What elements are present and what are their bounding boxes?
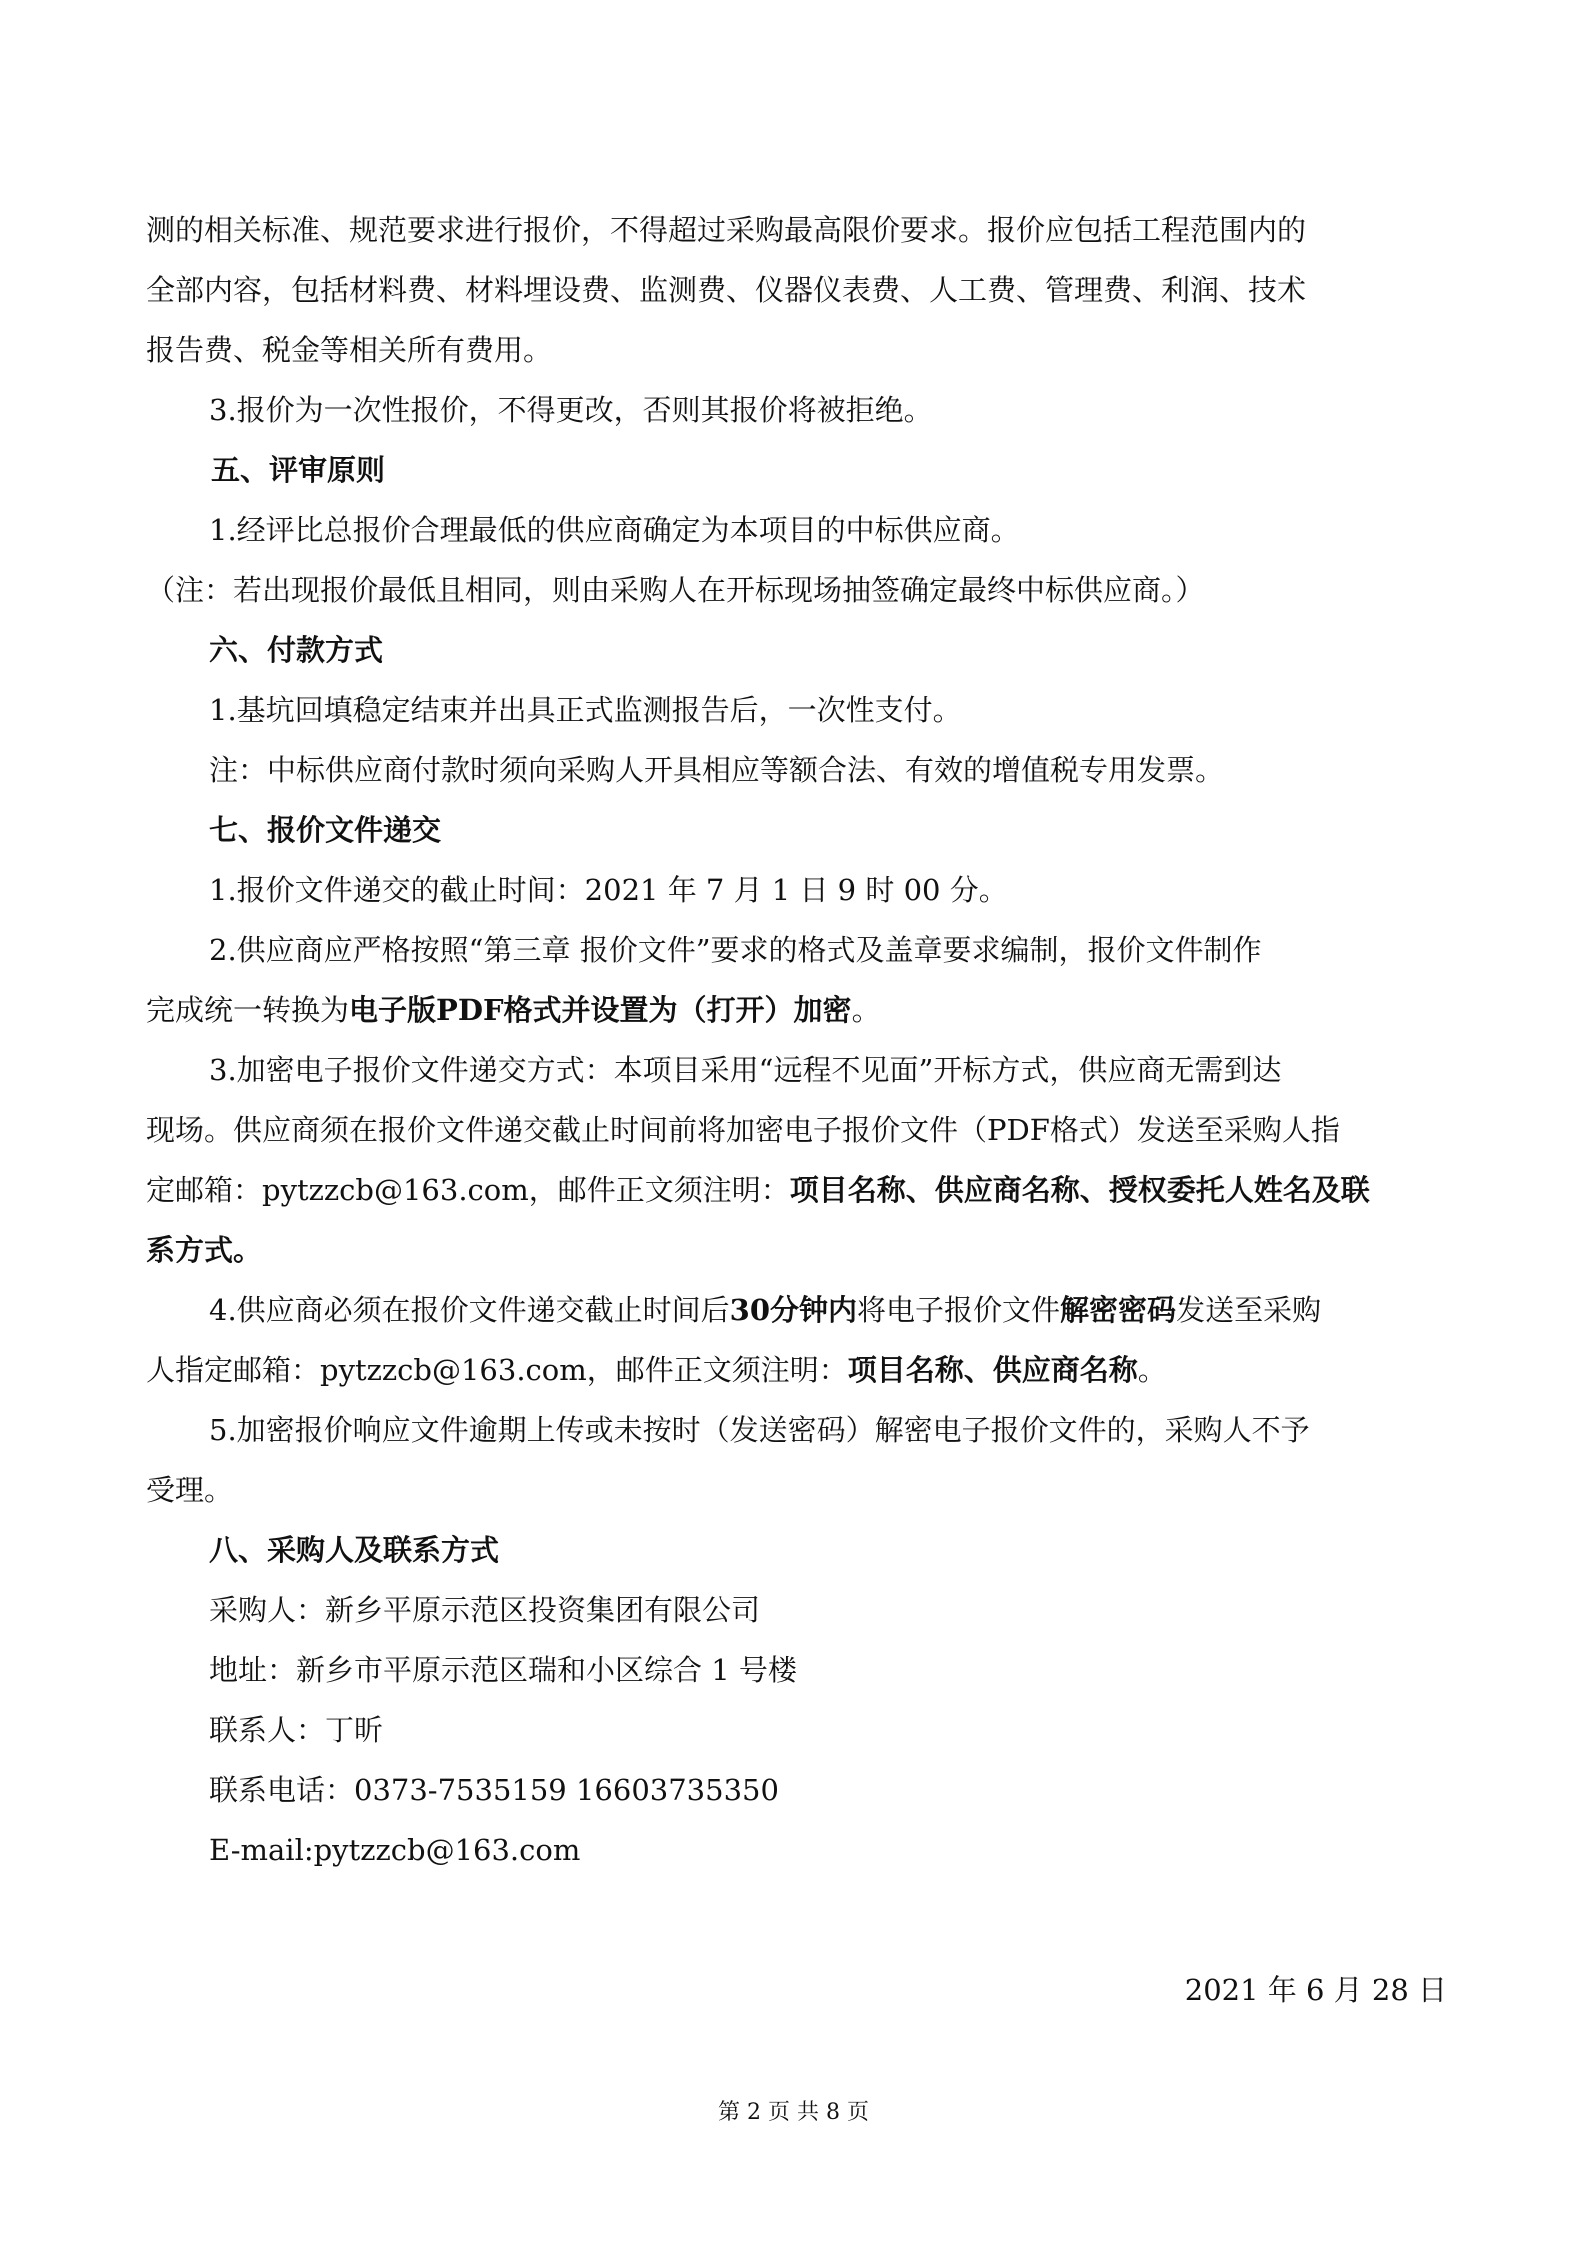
text-run: 1.经评比总报价合理最低的供应商确定为本项目的中标供应商。 [209, 513, 1020, 547]
bold-text-run: 解密密码 [1060, 1293, 1177, 1327]
body-text-line [146, 1110, 1340, 1150]
text-run: 2.供应商应严格按照“第三章 报价文件”要求的格式及盖章要求编制，报价文件制作 [209, 933, 1262, 967]
page-number-footer: 第 2 页 共 8 页 [718, 2100, 869, 2125]
text-run: E-mail:pytzzcb@163.com [209, 1833, 581, 1867]
body-text-line [146, 1350, 1167, 1390]
text-run: 八、采购人及联系方式 [209, 1533, 500, 1567]
bold-text-run: 电子版PDF格式并设置为（打开）加密 [349, 993, 852, 1027]
body-text-line [209, 1410, 1310, 1450]
text-run: 地址：新乡市平原示范区瑞和小区综合 1 号楼 [209, 1653, 797, 1687]
body-text-line [209, 690, 962, 730]
text-run: 4.供应商必须在报价文件递交截止时间后 [209, 1293, 730, 1327]
text-run: 5.加密报价响应文件逾期上传或未按时（发送密码）解密电子报价文件的，采购人不予 [209, 1413, 1310, 1447]
text-run: 发送至采购 [1176, 1293, 1322, 1327]
contact-email [209, 1830, 580, 1870]
text-run: 。 [851, 993, 881, 1027]
text-run: 定邮箱：pytzzcb@163.com，邮件正文须注明： [146, 1173, 790, 1207]
text-run: 完成统一转换为 [146, 993, 350, 1027]
body-text-line [146, 1170, 1370, 1210]
bold-text-run: 项目名称、供应商名称 [847, 1353, 1138, 1387]
text-run: 受理。 [146, 1473, 234, 1507]
text-run: 联系人：丁昕 [209, 1713, 384, 1747]
text-run: 现场。供应商须在报价文件递交截止时间前将加密电子报价文件（PDF格式）发送至采购人指 [146, 1113, 1340, 1147]
body-text-line [209, 870, 1008, 910]
contact-phone [209, 1770, 779, 1810]
text-run: 。 [1137, 1353, 1167, 1387]
body-text-line [146, 210, 1306, 250]
contact-purchaser [209, 1590, 760, 1630]
body-text-line [146, 1470, 233, 1510]
section-heading-7 [209, 810, 441, 850]
text-run: 六、付款方式 [209, 633, 384, 667]
body-text-line [146, 570, 1205, 610]
text-run: 人指定邮箱：pytzzcb@163.com，邮件正文须注明： [146, 1353, 848, 1387]
text-run: （注：若出现报价最低且相同，则由采购人在开标现场抽签确定最终中标供应商。） [146, 573, 1205, 607]
text-run: 1.报价文件递交的截止时间：2021 年 7 月 1 日 9 时 00 分。 [209, 873, 1008, 907]
section-heading-6 [209, 630, 383, 670]
section-heading-8 [209, 1530, 499, 1570]
body-text-line [209, 930, 1262, 970]
body-text-line [146, 1230, 262, 1270]
text-run: 2021 年 6 月 28 日 [1184, 1973, 1447, 2007]
text-run: 联系电话：0373-7535159 16603735350 [209, 1773, 779, 1807]
text-run: 注：中标供应商付款时须向采购人开具相应等额合法、有效的增值税专用发票。 [209, 753, 1225, 787]
body-text-line [209, 1050, 1281, 1090]
text-run: 测的相关标准、规范要求进行报价，不得超过采购最高限价要求。报价应包括工程范围内的 [146, 213, 1307, 247]
text-run: 1.基坑回填稳定结束并出具正式监测报告后，一次性支付。 [209, 693, 962, 727]
body-text-line [209, 1290, 1321, 1330]
body-text-line [209, 750, 1224, 790]
bold-text-run: 系方式。 [146, 1233, 263, 1267]
bold-text-run: 30分钟内 [729, 1293, 858, 1327]
text-run: 七、报价文件递交 [209, 813, 442, 847]
text-run: 全部内容，包括材料费、材料埋设费、监测费、仪器仪表费、人工费、管理费、利润、技术 [146, 273, 1307, 307]
text-run: 采购人：新乡平原示范区投资集团有限公司 [209, 1593, 761, 1627]
body-text-line [209, 510, 1020, 550]
bold-text-run: 项目名称、供应商名称、授权委托人姓名及联 [789, 1173, 1370, 1207]
text-run: 3.报价为一次性报价，不得更改，否则其报价将被拒绝。 [209, 393, 933, 427]
body-text-line [146, 990, 881, 1030]
contact-address [209, 1650, 797, 1690]
contact-person [209, 1710, 383, 1750]
text-run: 报告费、税金等相关所有费用。 [146, 333, 553, 367]
section-heading-5 [211, 450, 385, 490]
text-run: 五、评审原则 [211, 453, 386, 487]
document-date [1185, 1970, 1447, 2010]
text-run: 3.加密电子报价文件递交方式：本项目采用“远程不见面”开标方式，供应商无需到达 [209, 1053, 1282, 1087]
body-text-line [146, 270, 1306, 310]
body-text-line [146, 330, 552, 370]
text-run: 将电子报价文件 [857, 1293, 1061, 1327]
body-text-line [209, 390, 933, 430]
